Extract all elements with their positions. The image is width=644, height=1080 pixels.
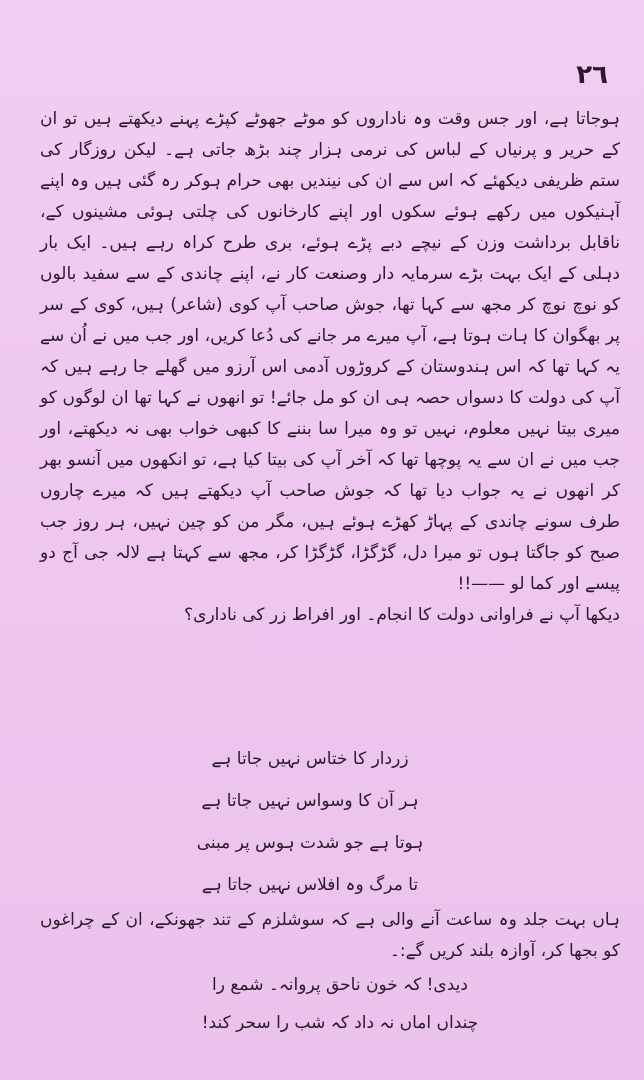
verse-line: ہوتا ہے جو شدت ہوس پر مبنی xyxy=(196,833,424,853)
paragraph: ہوجاتا ہے، اور جس وقت وہ ناداروں کو موٹے جھوٹے کپڑے پہنے دیکھتے ہیں تو ان کے حریر و پرنیاں کے لباس کی نرمی ہزار چند بڑھ جاتی ہے۔ لیکن روزگار کی ستم ظریفی دیکھئے کہ اس سے ان کی نیندیں بھی حرام ہوکر رہ گئی ہیں وہ اپنے آہنیکوں میں رکھے ہوئے سکوں اور اپنے کارخانوں کی چلتی ہوئی مشینوں کے، ناقابل برداشت وزن کے نیچے دبے پڑے ہوئے، بری طرح کراہ رہے ہیں۔ ایک بار دہلی کے ایک بہت بڑے سرمایہ دار وصنعت کار نے، اپنے چاندی کے سے سفید بالوں کو نوچ نوچ کر مجھ سے کہا تھا، جوش صاحب آپ کوی (شاعر) ہیں، کوی کے سر پر بھگوان کا ہات ہوتا ہے، آپ میرے مر جانے کی دُعا کریں، اور جب میں نے اُن سے یہ کہا تھا کہ اس ہندوستان کے کروڑوں آدمی اس آرزو میں گھلے جا رہے ہیں کہ آپ کی دولت کا دسواں حصہ ہی ان کو مل جائے! تو انھوں نے کہا تھا ان لوگوں کو میری بیتا نہیں معلوم، نہیں تو وہ میرا سا بننے کا کبھی خواب بھی نہ دیکھتے، اور جب میں نے ان سے یہ پوچھا تھا کہ آخر آپ کی بیتا کیا ہے، تو انکھوں میں آنسو بھر کر انھوں نے یہ جواب دیا تھا کہ جوش صاحب آپ دیکھتے ہیں کہ میرے چاروں طرف سونے چاندی کے پہاڑ کھڑے ہوئے ہیں، مگر من کو چین نہیں، ہر روز جب صبح کو جاگتا ہوں تو میرا دل، گڑگڑا، گڑگڑا کر، مجھ سے کہتا ہے لالہ جی آج دو پیسے اور کما لو ——!! xyxy=(40,109,620,594)
couplet-line: چنداں اماں نہ داد کہ شب را سحر کند! xyxy=(201,1013,479,1033)
closing-text xyxy=(40,905,620,967)
paragraph: ہاں بہت جلد وہ ساعت آنے والی ہے کہ سوشلزم کے تند جھونکے، ان کے چراغوں کو بجھا کر، آوازہ بلند کریں گے:۔ xyxy=(40,910,620,961)
paragraph: دیکھا آپ نے فراوانی دولت کا انجام۔ اور افراط زر کی ناداری؟ xyxy=(184,605,620,625)
verse-line: تا مرگ وہ افلاس نہیں جاتا ہے xyxy=(201,875,419,895)
couplet xyxy=(150,966,530,1042)
page-number: ٢٦ xyxy=(576,60,608,90)
couplet-line: دیدی! کہ خون ناحق پروانہ۔ شمع را xyxy=(212,975,468,995)
verse-line: ہر آن کا وسواس نہیں جاتا ہے xyxy=(201,791,419,811)
verse-line: زردار کا ختاس نہیں جاتا ہے xyxy=(211,749,409,769)
quatrain xyxy=(150,738,470,906)
body-text xyxy=(40,104,620,631)
